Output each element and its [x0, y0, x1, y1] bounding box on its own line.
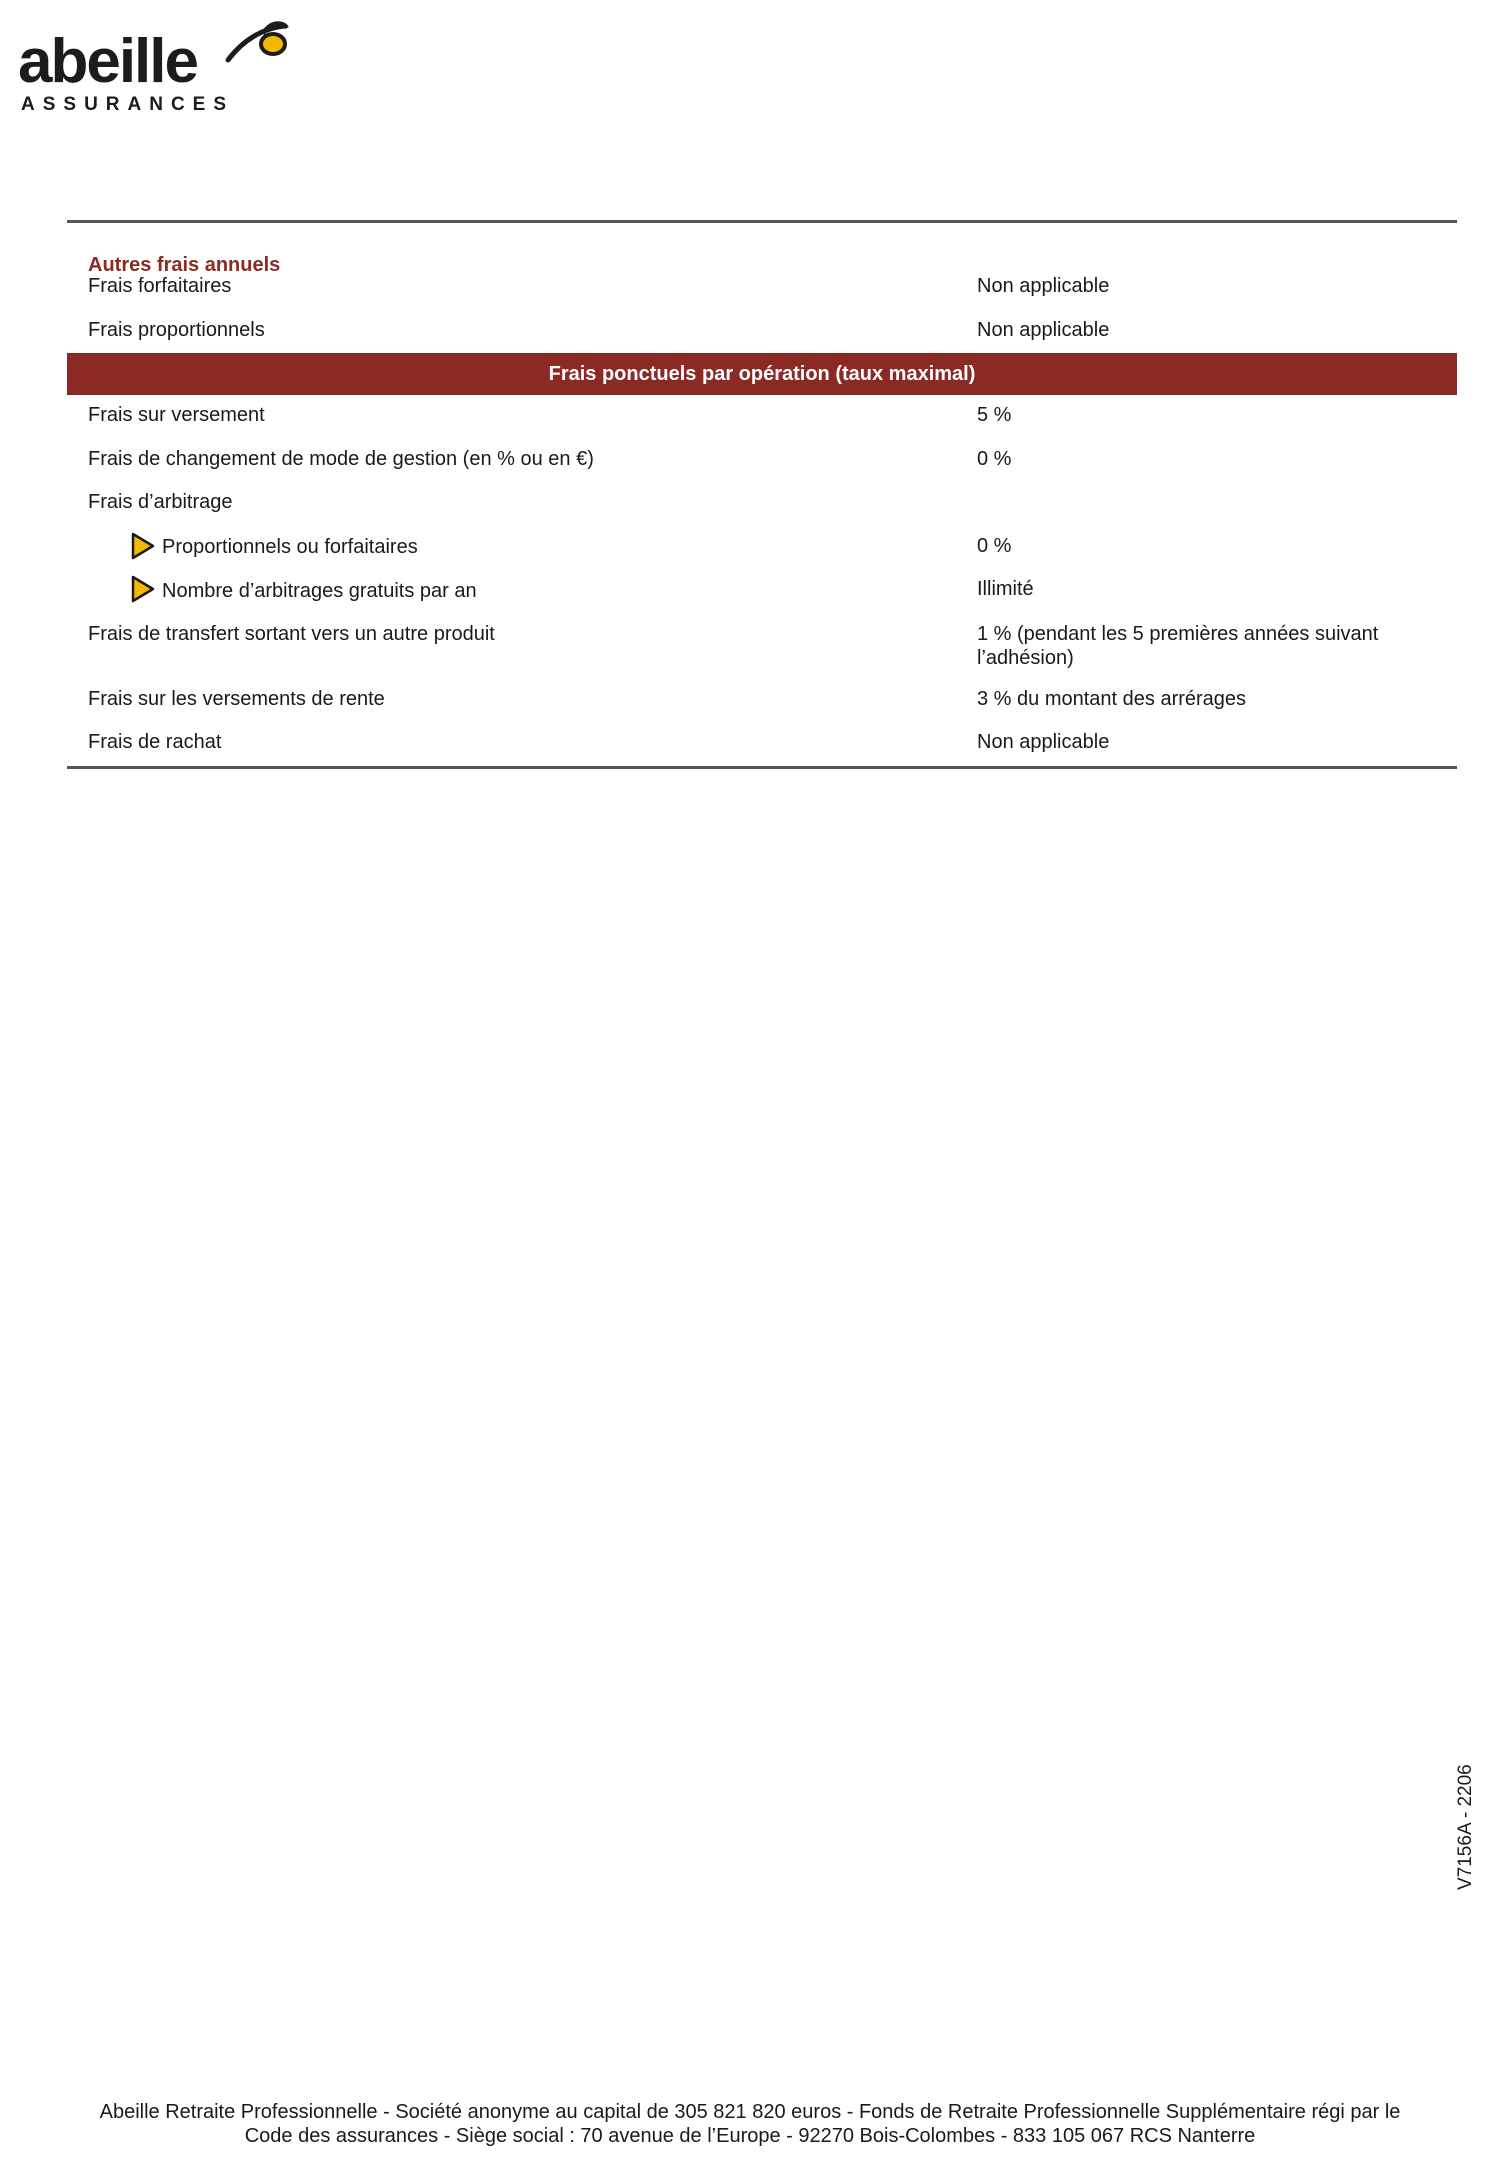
table-row	[67, 439, 1457, 483]
row-label: Frais sur les versements de rente	[88, 687, 385, 710]
row-label: Frais forfaitaires	[88, 275, 232, 297]
row-value: Illimité	[977, 578, 1034, 600]
row-label: Frais proportionnels	[88, 318, 265, 341]
logo-wordmark: abeille	[18, 27, 197, 96]
table-row	[67, 526, 1457, 570]
row-value: 0 %	[977, 534, 1012, 557]
table-row	[67, 569, 1457, 613]
table-row	[67, 482, 1457, 526]
table-row	[67, 722, 1457, 766]
table-row	[67, 395, 1457, 439]
row-value: 5 %	[977, 404, 1012, 426]
legal-footer	[0, 2100, 1500, 2148]
play-arrow-icon	[127, 531, 157, 561]
row-value: 3 % du montant des arrérages	[977, 687, 1247, 710]
footer-line-2: Code des assurances - Siège social : 70 avenue de l’Europe - 92270 Bois-Colombes - 833 105 067 RCS Nanterre	[244, 2125, 1256, 2147]
table-bottom-rule	[67, 766, 1457, 769]
logo-tagline: ASSURANCES	[21, 94, 235, 115]
row-label-wrap	[67, 535, 977, 561]
table-row	[67, 310, 1457, 354]
footer-line-1: Abeille Retraite Professionnelle - Société anonyme au capital de 305 821 820 euros - Fonds de Retraite Professionnelle Supplémentaire régi par le	[99, 2101, 1401, 2123]
row-label: Nombre d’arbitrages gratuits par an	[162, 579, 477, 602]
section-band-ponctuels: Frais ponctuels par opération (taux maximal)	[67, 353, 1457, 395]
play-arrow-icon	[127, 574, 157, 604]
row-value: 0 %	[977, 447, 1012, 470]
row-label: Frais sur versement	[88, 404, 265, 426]
row-label: Proportionnels ou forfaitaires	[162, 536, 418, 558]
row-value: 1 % (pendant les 5 premières années suivant l’adhésion)	[977, 622, 1379, 669]
row-label: Frais de changement de mode de gestion (en % ou en €)	[88, 447, 594, 470]
row-label: Frais de transfert sortant vers un autre produit	[88, 622, 495, 645]
section-title-annual: Autres frais annuels	[88, 254, 281, 276]
table-row	[67, 679, 1457, 723]
row-label: Frais d’arbitrage	[88, 491, 233, 513]
row-label: Frais de rachat	[88, 731, 222, 753]
row-value: Non applicable	[977, 275, 1110, 297]
table-row	[67, 613, 1457, 679]
document-reference-code: V7156A - 2206	[1455, 1764, 1476, 1890]
row-value: Non applicable	[977, 318, 1110, 341]
fees-table	[67, 220, 1457, 769]
bee-icon	[223, 20, 293, 70]
company-logo	[18, 20, 288, 120]
row-value: Non applicable	[977, 731, 1110, 753]
row-label-wrap	[67, 578, 977, 604]
